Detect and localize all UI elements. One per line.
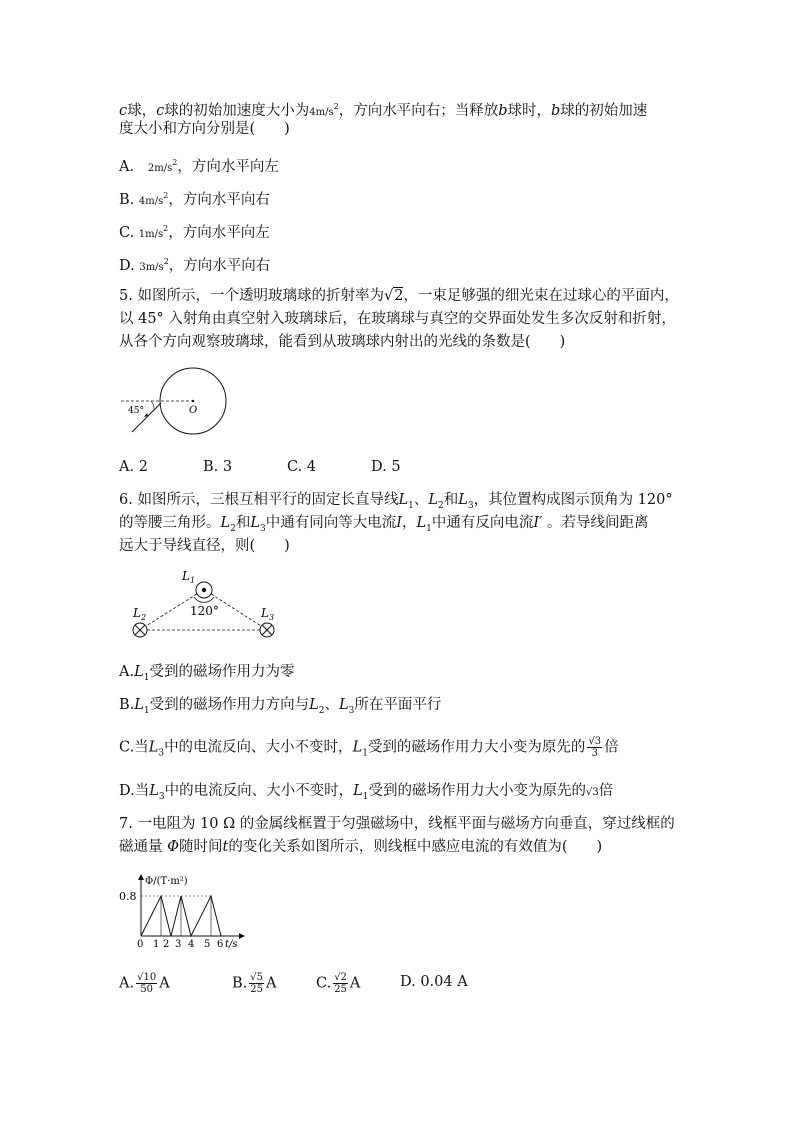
center-label: O: [189, 405, 198, 416]
x-tick-2: 2: [163, 939, 170, 950]
q5-option-d[interactable]: D. 5: [371, 459, 401, 475]
L2-label: $L_2$: [133, 606, 147, 622]
q7-stem-line2: 磁通量 Φ随时间t的变化关系如图所示，则线框中感应电流的有效值为( ): [119, 839, 603, 855]
angle-arc: [151, 401, 154, 409]
q6-option-c[interactable]: C.当$L_3$中的电流反向、大小不变时，$L_1$受到的磁场作用力大小变为原先的 $\frac{√3}{3}$ 倍: [119, 736, 619, 759]
y-axis-arrow-icon: [138, 874, 144, 880]
q4-stem-line1: c球，c球的初始加速度大小为$4m/s^2$，方向水平向右；当释放b球时，b球的初始加速: [119, 102, 648, 119]
x-tick-0: 0: [137, 939, 144, 950]
q6-wires-figure: [128, 568, 283, 646]
q5-option-b[interactable]: B. 3: [203, 459, 233, 475]
q5-option-c[interactable]: C. 4: [287, 459, 317, 475]
q4-option-c[interactable]: C. $1m/s^2$，方向水平向左: [119, 224, 270, 241]
L1-label: $L_1$: [182, 569, 196, 585]
center-dot: [192, 400, 194, 402]
q6-stem-line3: 远大于导线直径，则( ): [119, 538, 290, 554]
x-tick-4: 4: [188, 939, 195, 950]
y-tick-0.8: 0.8: [119, 890, 137, 903]
q6-stem-line2: 的等腰三角形。$L_2$和$L_3$中通有同向等大电流I，$L_1$中通有反向电流I′ 。若导线间距离: [119, 515, 649, 534]
q7-option-c[interactable]: C. $\frac{√2}{25}$ A: [316, 972, 361, 995]
L2-wire-in-icon: [133, 623, 147, 637]
x-tick-6: 6: [217, 939, 224, 950]
q7a-fraction: $\frac{√10}{50}$: [137, 972, 157, 995]
x-tick-1: 1: [153, 939, 160, 950]
q5-option-a[interactable]: A. 2: [119, 459, 148, 475]
q4-option-d[interactable]: D. $3m/s^2$，方向水平向右: [119, 257, 271, 274]
q6-option-b[interactable]: $B.L_1$受到的磁场作用力方向与$L_2$、$L_3$所在平面平行: [119, 697, 442, 716]
L3-wire-in-icon: [260, 623, 274, 637]
y-axis-label: Φ/(T·m²): [145, 876, 188, 887]
q7-option-d[interactable]: D. 0.04 A: [400, 974, 468, 990]
q6-option-d[interactable]: D.当$L_3$中的电流反向、大小不变时，$L_1$受到的磁场作用力大小变为原先的√3倍: [119, 783, 614, 802]
L3-label: $L_3$: [261, 606, 275, 622]
x-axis-label: t/s: [225, 939, 238, 950]
q6-stem-line1: 6. 如图所示，三根互相平行的固定长直导线$L_1$、$L_2$和$L_3$，其位置构成图示顶角为 120°: [119, 492, 673, 511]
q4-stem-line2: 度大小和方向分别是( ): [119, 121, 290, 137]
x-tick-3: 3: [175, 939, 182, 950]
q5-stem-line1: 5. 如图所示，一个透明玻璃球的折射率为√2，一束足够强的细光束在过球心的平面内，: [119, 288, 679, 304]
q7b-fraction: $\frac{√5}{25}$: [250, 972, 263, 995]
q7-option-a[interactable]: A. $\frac{√10}{50}$ A: [119, 972, 170, 995]
q5-stem-line3: 从各个方向观察玻璃球，能看到从玻璃球内射出的光线的条数是( ): [119, 334, 566, 350]
q4-option-b[interactable]: B. $4m/s^2$，方向水平向右: [119, 191, 270, 208]
L1-dot: [202, 588, 206, 592]
q5-glass-ball-figure: [118, 365, 228, 437]
incident-angle-label: 45°: [128, 406, 144, 416]
q5-stem-line2: 以 45° 入射角由真空射入玻璃球后，在玻璃球与真空的交界面处发生多次反射和折射，: [119, 311, 676, 327]
q4-option-a[interactable]: A. $2m/s^2$，方向水平向左: [119, 158, 279, 175]
q7-stem-line1: 7. 一电阻为 10 Ω 的金属线框置于匀强磁场中，线框平面与磁场方向垂直，穿过线框的: [119, 816, 675, 832]
q7-option-b[interactable]: B. $\frac{√5}{25}$ A: [232, 972, 277, 995]
q6c-fraction: $\frac{√3}{3}$: [588, 736, 602, 759]
q7c-fraction: $\frac{√2}{25}$: [334, 972, 347, 995]
x-tick-5: 5: [204, 939, 211, 950]
q6-option-a[interactable]: $A.L_1$受到的磁场作用力为零: [119, 664, 295, 683]
apex-angle-label: 120°: [190, 604, 219, 618]
x-axis-arrow-icon: [239, 933, 245, 939]
q7-flux-graph: [116, 870, 256, 950]
